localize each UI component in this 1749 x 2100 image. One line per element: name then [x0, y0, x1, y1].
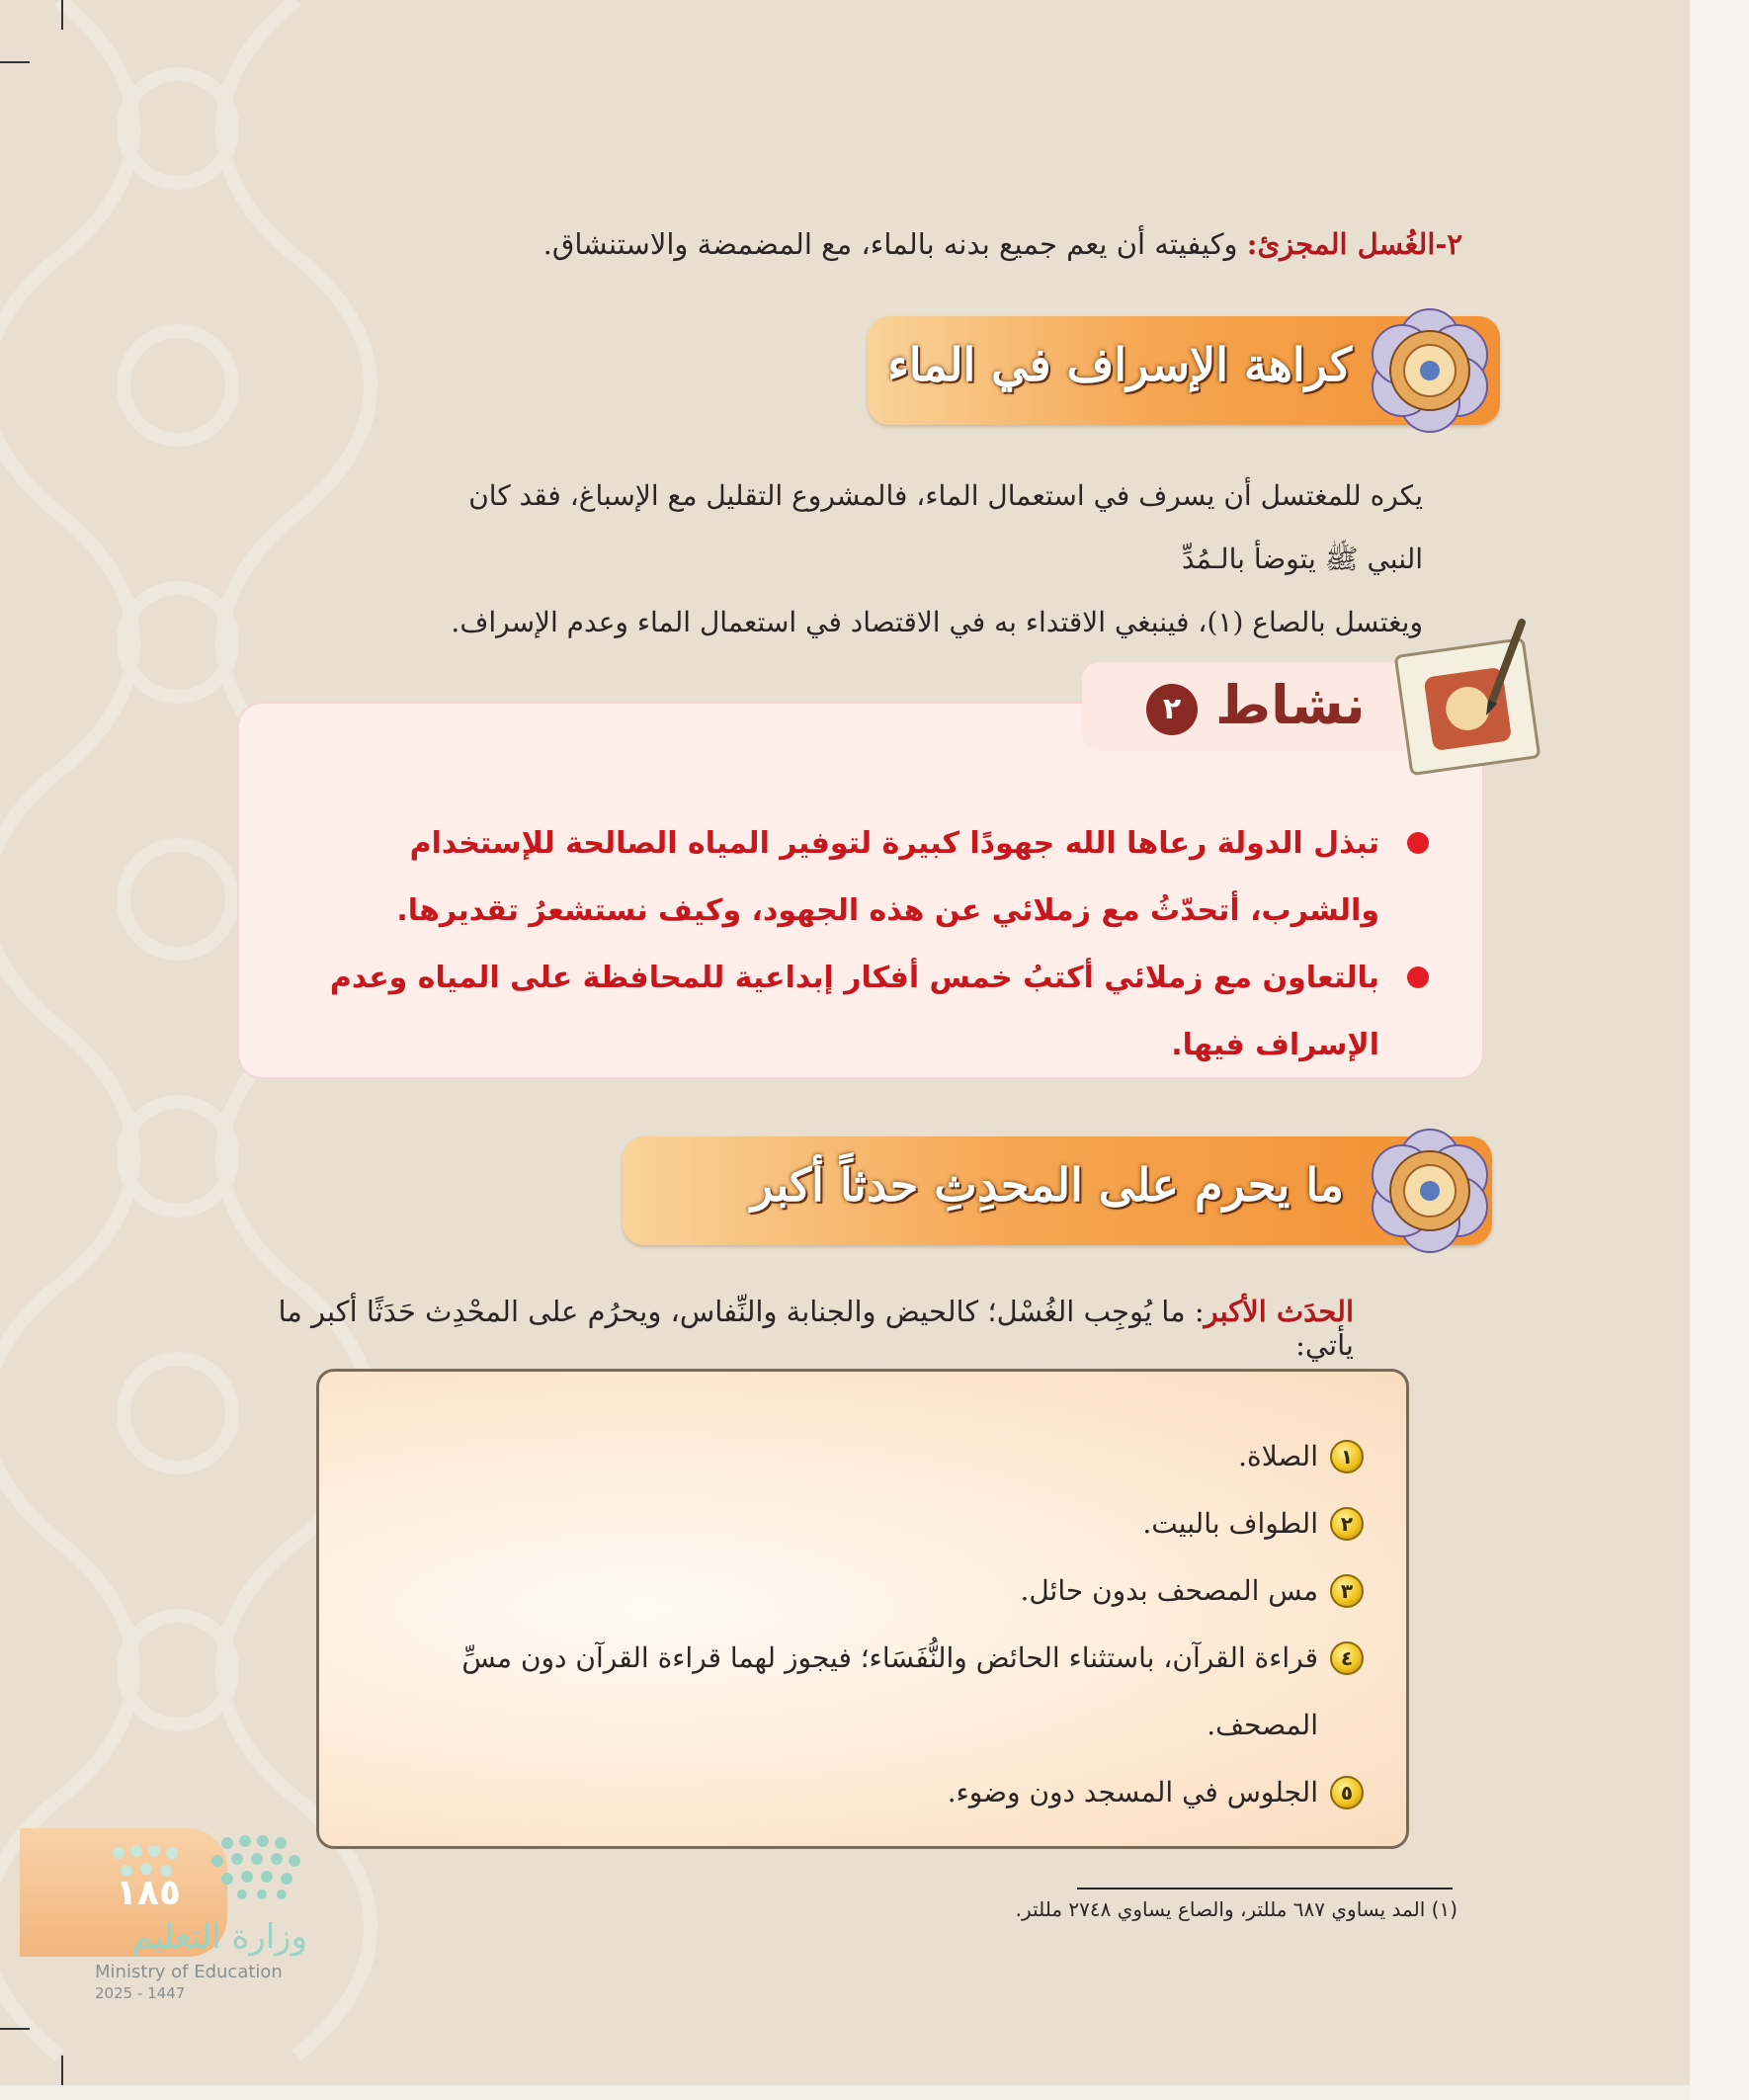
- heading-israf: كراهة الإسراف في الماء: [887, 338, 1352, 391]
- rosette-icon: [1364, 304, 1496, 437]
- crop-mark: [61, 2056, 63, 2085]
- ministry-name-english: Ministry of Education: [95, 1962, 283, 1982]
- israf-paragraph: [425, 464, 1423, 654]
- bullet-icon: [1407, 966, 1429, 988]
- number-badge-icon: ٢: [1330, 1507, 1364, 1541]
- number-badge-icon: ٤: [1330, 1641, 1364, 1675]
- list-item-text: الصلاة.: [1238, 1440, 1318, 1472]
- gusl-partial-text: وكيفيته أن يعم جميع بدنه بالماء، مع المضمضة والاستنشاق.: [542, 227, 1247, 261]
- list-item-text: قراءة القرآن، باستثناء الحائض والنُّفَسَاء؛ فيجوز لهما قراءة القرآن دون مسِّ المصحف.: [461, 1641, 1318, 1741]
- academic-year: 2025 - 1447: [95, 1984, 186, 2002]
- rosette-icon: [1364, 1125, 1496, 1257]
- activity-item-text: بالتعاون مع زملائي أكتبُ خمس أفكار إبداعية للمحافظة على المياه وعدم الإسراف فيها.: [329, 961, 1379, 1062]
- israf-line-2: ويغتسل بالصاع (١)، فينبغي الاقتداء به في الاقتصاد في استعمال الماء وعدم الإسراف.: [451, 606, 1423, 638]
- activity-list: [277, 810, 1433, 1079]
- list-item-text: الطواف بالبيت.: [1142, 1507, 1318, 1540]
- list-item: [366, 1423, 1364, 1490]
- israf-line-1: يكره للمغتسل أن يسرف في استعمال الماء، فالمشروع التقليل مع الإسباغ، فقد كان النبي ﷺ يتوضأ بالـمُدِّ: [468, 479, 1423, 575]
- list-item-text: الجلوس في المسجد دون وضوء.: [947, 1776, 1318, 1808]
- crop-mark: [61, 0, 63, 30]
- number-badge-icon: ٥: [1330, 1776, 1364, 1809]
- list-item-text: مس المصحف بدون حائل.: [1020, 1574, 1318, 1607]
- footnote: (١) المد يساوي ٦٨٧ مللتر، والصاع يساوي ٢٧٤٨ مللتر.: [1015, 1897, 1458, 1921]
- notepad-pen-icon: [1383, 613, 1571, 781]
- crop-mark: [0, 2028, 30, 2030]
- number-badge-icon: ١: [1330, 1440, 1364, 1473]
- hadath-text: : ما يُوجِب الغُسْل؛ كالحيض والجنابة والنِّفاس، ويحرُم على المحْدِث حَدَثًا أكبر ما يأتي:: [278, 1295, 1354, 1362]
- activity-item: [277, 810, 1433, 945]
- gusl-partial-term: ٢-الغُسل المجزئ:: [1246, 227, 1462, 261]
- ministry-name-arabic: وزارة التعليم: [131, 1917, 307, 1957]
- gusl-partial-paragraph: [296, 227, 1462, 261]
- activity-item-text: تبذل الدولة رعاها الله جهودًا كبيرة لتوفير المياه الصالحة للإستخدام والشرب، أتحدّثُ مع زملائي عن هذه الجهود، وكيف نستشعرُ تقديرها.: [396, 826, 1379, 928]
- bullet-icon: [1407, 832, 1429, 854]
- crop-mark: [0, 61, 30, 63]
- heading-hadath: ما يحرم على المحدِثِ حدثاً أكبر: [751, 1158, 1344, 1212]
- list-item: [366, 1557, 1364, 1625]
- prohibited-list: [366, 1423, 1364, 1826]
- hadath-term: الحدَث الأكبر: [1204, 1295, 1354, 1328]
- activity-item: [277, 945, 1433, 1079]
- page-margin: [1690, 0, 1749, 2100]
- hadath-definition: [257, 1295, 1354, 1362]
- heading-banner-hadath: [623, 1136, 1492, 1245]
- list-item: [366, 1759, 1364, 1826]
- list-item: [366, 1490, 1364, 1557]
- number-badge-icon: ٣: [1330, 1574, 1364, 1608]
- page-number: ١٨٥: [116, 1873, 181, 1913]
- list-item: [366, 1625, 1364, 1759]
- activity-title: نشاط: [1215, 674, 1366, 736]
- activity-number-badge: ٢: [1146, 684, 1198, 735]
- footnote-divider: [1077, 1888, 1453, 1890]
